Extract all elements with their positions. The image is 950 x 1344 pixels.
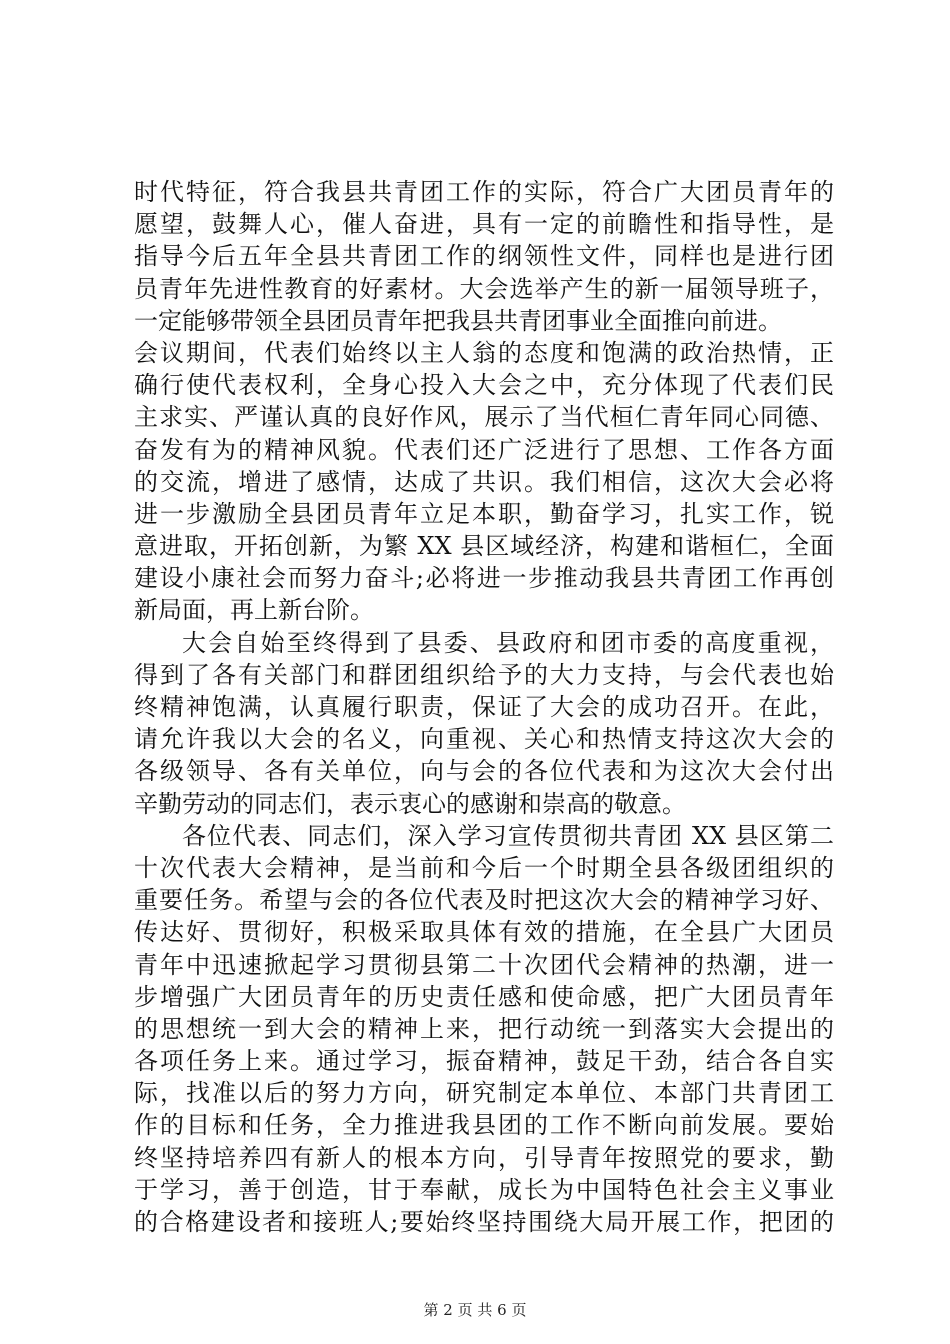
text-line: 请允许我以大会的名义，向重视、关心和热情支持这次大会的: [134, 725, 834, 754]
text-line: 一定能够带领全县团员青年把我县共青团事业全面推向前进。: [134, 306, 782, 335]
text-line: 终精神饱满，认真履行职责，保证了大会的成功召开。在此，: [134, 693, 834, 721]
text-line: 愿望，鼓舞人心，催人奋进，具有一定的前瞻性和指导性，是: [134, 210, 834, 239]
text-line: 意进取，开拓创新，为繁 XX 县区域经济，构建和谐桓仁，全面: [134, 532, 834, 561]
body-text: [134, 176, 834, 1238]
text-line: 重要任务。希望与会的各位代表及时把这次大会的精神学习好、: [134, 886, 834, 915]
text-line: 主求实、严谨认真的良好作风，展示了当代桓仁青年同心同德、: [134, 403, 834, 432]
text-line: 指导今后五年全县共青团工作的纲领性文件，同样也是进行团: [134, 242, 834, 271]
text-line: 得到了各有关部门和群团组织给予的大力支持，与会代表也始: [134, 660, 834, 689]
text-line: 新局面，再上新台阶。: [134, 596, 374, 625]
text-line: 十次代表大会精神，是当前和今后一个时期全县各级团组织的: [134, 853, 834, 882]
page-number-footer: 第 2 页 共 6 页: [423, 1301, 527, 1319]
text-line: 青年中迅速掀起学习贯彻县第二十次团代会精神的热潮，进一: [134, 950, 834, 979]
paragraph-start-line: 大会自始至终得到了县委、县政府和团市委的高度重视，: [182, 628, 834, 657]
text-line: 辛勤劳动的同志们，表示衷心的感谢和崇高的敬意。: [134, 789, 686, 818]
text-line: 时代特征，符合我县共青团工作的实际，符合广大团员青年的: [134, 178, 834, 206]
text-line: 际，找准以后的努力方向，研究制定本单位、本部门共青团工: [134, 1079, 834, 1108]
text-line: 进一步激励全县团员青年立足本职，勤奋学习，扎实工作，锐: [134, 499, 834, 528]
text-line: 确行使代表权利，全身心投入大会之中，充分体现了代表们民: [134, 371, 834, 400]
text-line: 于学习，善于创造，甘于奉献，成长为中国特色社会主义事业: [134, 1175, 834, 1204]
text-line: 传达好、贯彻好，积极采取具体有效的措施，在全县广大团员: [134, 918, 834, 947]
text-line: 的思想统一到大会的精神上来，把行动统一到落实大会提出的: [134, 1014, 834, 1043]
text-line: 员青年先进性教育的好素材。大会选举产生的新一届领导班子，: [134, 274, 834, 303]
text-line: 各级领导、各有关单位，向与会的各位代表和为这次大会付出: [134, 757, 834, 786]
text-line: 建设小康社会而努力奋斗;必将进一步推动我县共青团工作再创: [134, 564, 834, 593]
text-line: 作的目标和任务，全力推进我县团的工作不断向前发展。要始: [134, 1111, 834, 1140]
text-line: 终坚持培养四有新人的根本方向，引导青年按照党的要求，勤: [134, 1143, 834, 1172]
text-line: 奋发有为的精神风貌。代表们还广泛进行了思想、工作各方面: [134, 435, 834, 464]
text-line: 会议期间，代表们始终以主人翁的态度和饱满的政治热情，正: [134, 338, 834, 367]
text-line: 的合格建设者和接班人;要始终坚持围绕大局开展工作，把团的: [134, 1208, 834, 1236]
paragraph-start-line: 各位代表、同志们，深入学习宣传贯彻共青团 XX 县区第二: [182, 821, 834, 850]
text-line: 各项任务上来。通过学习，振奋精神，鼓足干劲，结合各自实: [134, 1047, 834, 1076]
text-line: 的交流，增进了感情，达成了共识。我们相信，这次大会必将: [134, 467, 834, 496]
text-line: 步增强广大团员青年的历史责任感和使命感，把广大团员青年: [134, 982, 834, 1011]
